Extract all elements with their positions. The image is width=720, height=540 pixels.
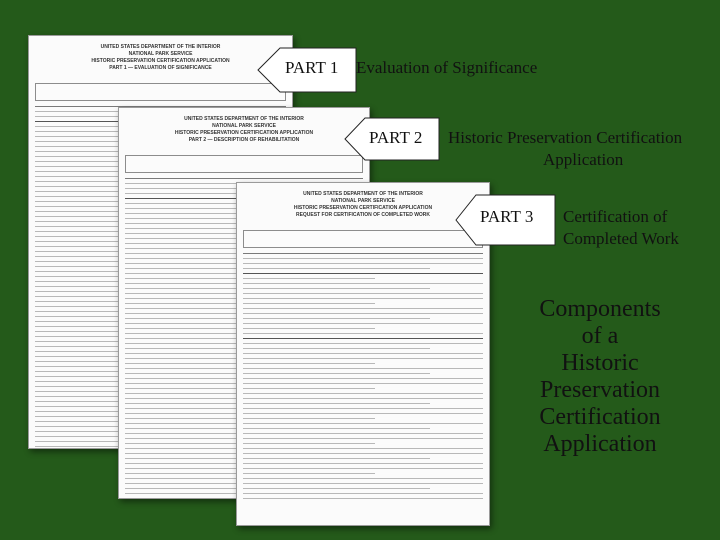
form-header-line: HISTORIC PRESERVATION CERTIFICATION APPLICATION (91, 58, 230, 64)
headline-line: Components (539, 296, 661, 322)
callout-title: Application (543, 150, 624, 169)
form-part-3-image (236, 182, 490, 526)
form-header-line: UNITED STATES DEPARTMENT OF THE INTERIOR (303, 191, 423, 197)
form-header-line: HISTORIC PRESERVATION CERTIFICATION APPLICATION (293, 205, 433, 211)
callout-part-label: PART 1 (285, 58, 339, 77)
callout-title: Historic Preservation Certification (448, 128, 683, 147)
callout-title: Evaluation of Significance (356, 58, 538, 77)
form-header-line: NATIONAL PARK SERVICE (212, 123, 276, 129)
form-header-line: PART 1 — EVALUATION OF SIGNIFICANCE (109, 65, 212, 71)
form-header-line: REQUEST FOR CERTIFICATION OF COMPLETED WORK (295, 212, 431, 218)
callout-title: Certification of (563, 207, 668, 226)
form-header-line: PART 2 — DESCRIPTION OF REHABILITATION (188, 137, 300, 143)
headline-line: Historic (561, 350, 639, 376)
callout-title: Completed Work (563, 229, 679, 248)
form-header-line: NATIONAL PARK SERVICE (128, 51, 193, 57)
headline-line: Application (543, 431, 657, 457)
form-header-line: NATIONAL PARK SERVICE (331, 198, 395, 204)
headline-line: Preservation (540, 377, 660, 403)
headline-line: Certification (539, 404, 661, 430)
headline-line: of a (581, 323, 619, 349)
slide-headline (510, 296, 690, 458)
form-header-line: HISTORIC PRESERVATION CERTIFICATION APPLICATION (174, 130, 314, 136)
callout-part-label: PART 2 (369, 128, 423, 147)
form-header-line: UNITED STATES DEPARTMENT OF THE INTERIOR (100, 44, 221, 50)
callout-part-label: PART 3 (480, 207, 534, 226)
form-header-line: UNITED STATES DEPARTMENT OF THE INTERIOR (184, 116, 304, 122)
